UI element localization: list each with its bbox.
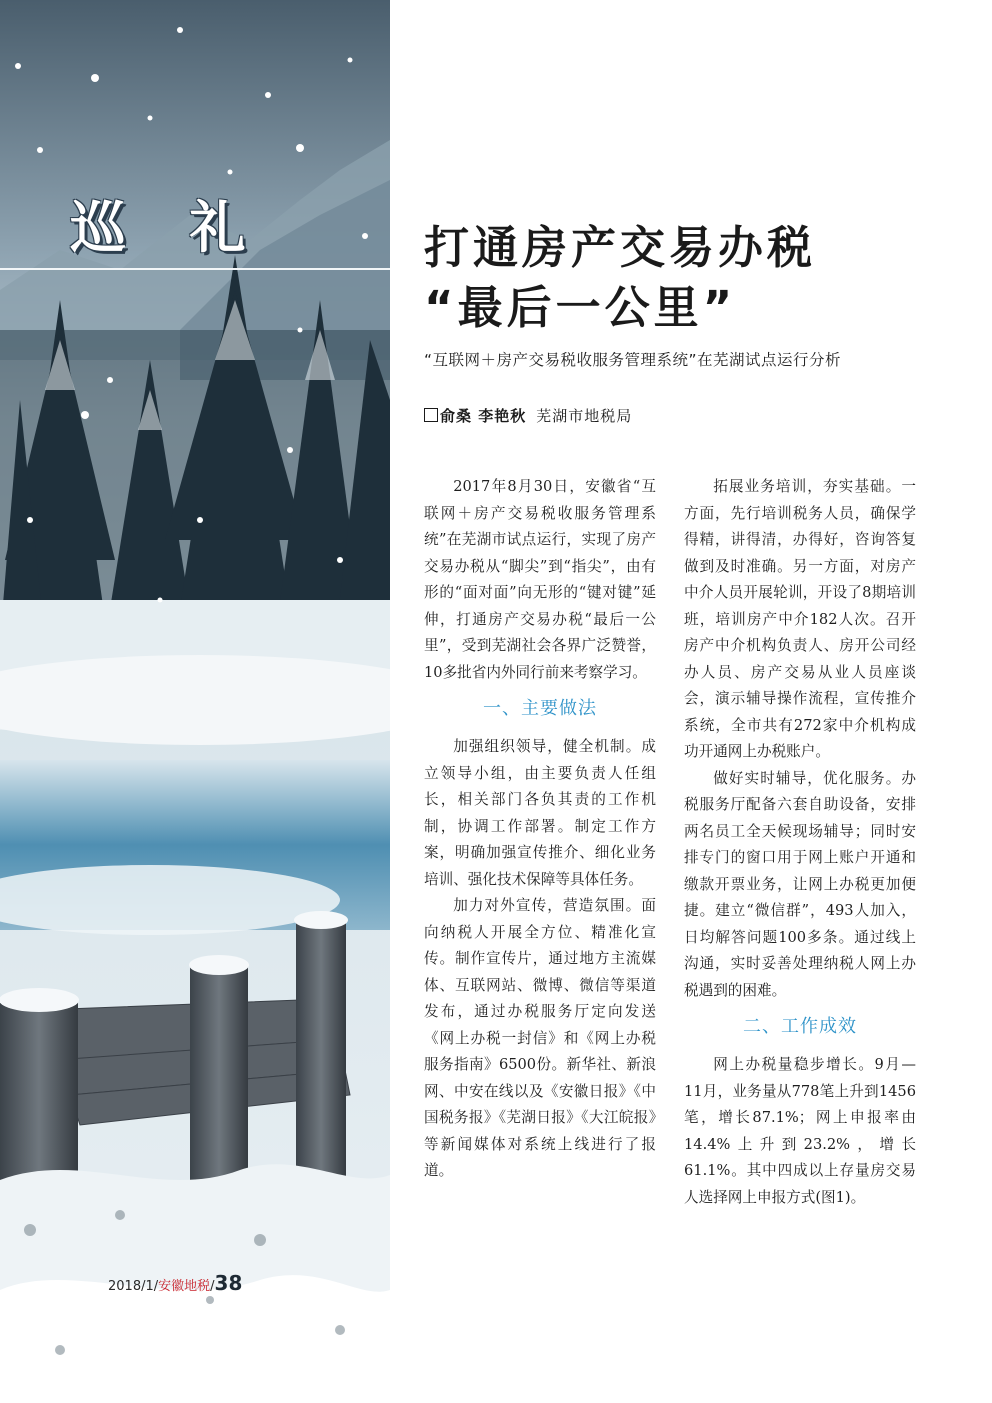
page-footer	[108, 1271, 242, 1295]
page-number: 38	[214, 1271, 243, 1295]
author-organization: 芜湖市地税局	[536, 407, 633, 425]
article-subtitle: “互联网＋房产交易税收服务管理系统”在芜湖试点运行分析	[424, 351, 842, 369]
title-line-2: “最后一公里”	[424, 281, 737, 334]
section-heading-2: 二、工作成效	[743, 1016, 857, 1037]
byline	[424, 405, 632, 426]
paragraph-service: 做好实时辅导，优化服务。办税服务厅配备六套自助设备，安排两名员工全天候现场辅导；同时安排专门的窗口用于网上账户开通和缴款开票业务，让网上办税更加便捷。建立“微信群”，493人加入，日均解答问题100多条。通过线上沟通，实时妥善处理纳税人网上办税遇到的困难。	[684, 769, 916, 999]
byline-box-icon	[424, 408, 438, 422]
issue-date: 2018/1/	[108, 1279, 159, 1294]
body-column-right	[684, 474, 916, 1211]
paragraph-intro: 2017年8月30日，安徽省“互联网＋房产交易税收服务管理系统”在芜湖市试点运行，实现了房产交易办税从“脚尖”到“指尖”，由有形的“面对面”向无形的“键对键”延伸，打通房产交易办税“最后一公里”，受到芜湖社会各界广泛赞誉，10多批省内外同行前来考察学习。	[424, 478, 656, 681]
paragraph-results: 网上办税量稳步增长。9月—11月，业务量从778笔上升到1456笔，增长87.1%；网上申报率由14.4%上升到23.2%，增长61.1%。其中四成以上存量房交易人选择网上申报方式(图1)。	[684, 1056, 916, 1206]
author-names: 俞桑 李艳秋	[440, 407, 527, 425]
column-tag: 巡 礼	[70, 196, 268, 261]
column-tag-rule	[0, 268, 390, 270]
section-heading-1: 一、主要做法	[483, 698, 597, 719]
body-column-left	[424, 474, 656, 1185]
folio-separator: /	[210, 1279, 215, 1294]
paragraph-organization: 加强组织领导，健全机制。成立领导小组，由主要负责人任组长，相关部门各负其责的工作机制，协调工作部署。制定工作方案，明确加强宣传推介、细化业务培训、强化技术保障等具体任务。	[424, 738, 656, 888]
magazine-name: 安徽地税	[158, 1279, 211, 1294]
paragraph-publicity: 加力对外宣传，营造氛围。面向纳税人开展全方位、精准化宣传。制作宣传片，通过地方主流媒体、互联网站、微博、微信等渠道发布，通过办税服务厅定向发送《网上办税一封信》和《网上办税服务指南》6500份。新华社、新浪网、中安在线以及《安徽日报》《中国税务报》《芜湖日报》《大江皖报》等新闻媒体对系统上线进行了报道。	[424, 897, 656, 1179]
paragraph-training: 拓展业务培训，夯实基础。一方面，先行培训税务人员，确保学得精，讲得清，办得好，咨询答复做到及时准确。另一方面，对房产中介人员开展轮训，开设了8期培训班，培训房产中介182人次。召开房产中介机构负责人、房开公司经办人员、房产交易从业人员座谈会，演示辅导操作流程，宣传推介系统，全市共有272家中介机构成功开通网上办税账户。	[684, 478, 916, 760]
article-title	[424, 218, 964, 338]
title-line-1: 打通房产交易办税	[424, 221, 817, 274]
